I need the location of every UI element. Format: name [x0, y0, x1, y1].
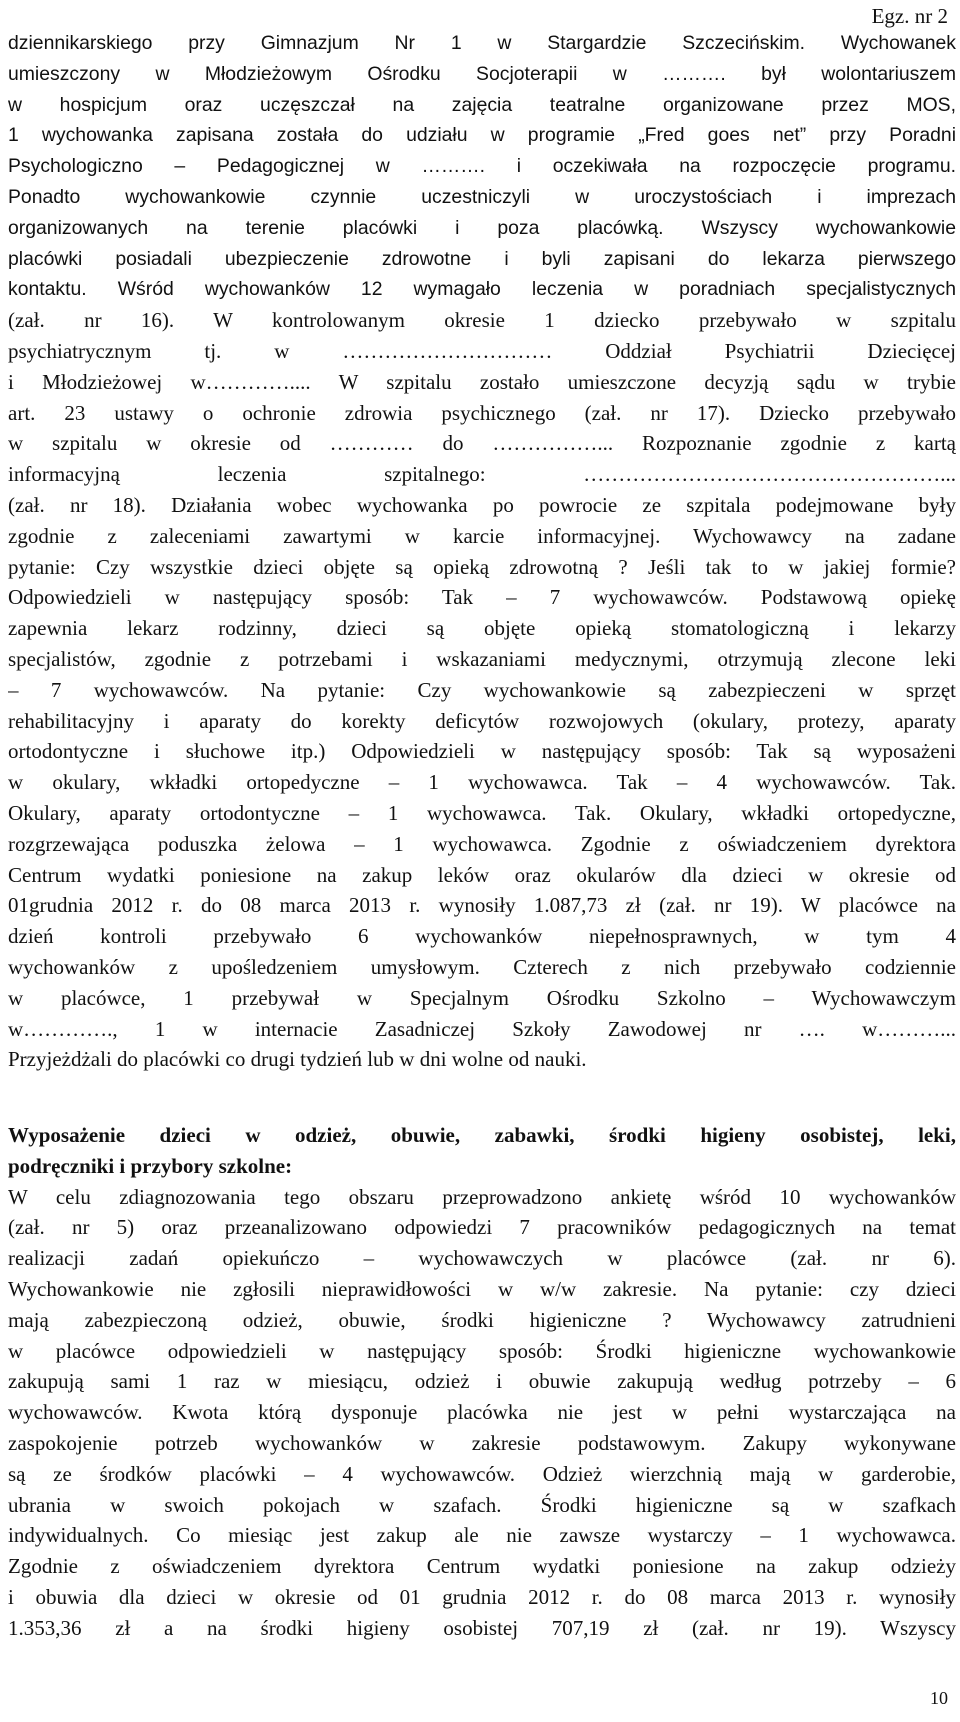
text-line: W celu zdiagnozowania tego obszaru przeprowadzono ankietę wśród 10 wychowanków: [8, 1184, 956, 1209]
text-line: są ze środków placówki – 4 wychowawców. Odzież wierzchnią mają w garderobie,: [8, 1461, 956, 1486]
text-line: 1.353,36 zł a na środki higieny osobistej 707,19 zł (zał. nr 19). Wszyscy: [8, 1615, 956, 1640]
text-line: informacyjną leczenia szpitalnego: ……………………………………………...: [8, 462, 956, 487]
paragraph-clothing-hygiene: [8, 1182, 956, 1644]
text-line: w…………., 1 w internacie Zasadniczej Szkoły Zawodowej nr …. w………...: [8, 1016, 956, 1041]
text-line: ortodontyczne i słuchowe itp.) Odpowiedzieli w następujący sposób: Tak są wyposażeni: [8, 739, 956, 764]
text-line: (zał. nr 18). Działania wobec wychowanka po powrocie ze szpitala podejmowane były: [8, 492, 956, 517]
text-line: placówki posiadali ubezpieczenie zdrowotne i byli zapisani do lekarza pierwszego: [8, 247, 956, 270]
text-line: zapewnia lekarz rodzinny, dzieci są objęte opieką stomatologiczną i lekarzy: [8, 616, 956, 641]
text-line: dziennikarskiego przy Gimnazjum Nr 1 w Stargardzie Szczecińskim. Wychowanek: [8, 32, 956, 54]
text-line: zakupują sami 1 raz w miesiącu, odzież i obuwie zakupują według potrzeby – 6: [8, 1369, 956, 1394]
text-line: w hospicjum oraz uczęszczał na zajęcia teatralne organizowane przez MOS,: [8, 93, 956, 116]
text-line: (zał. nr 5) oraz przeanalizowano odpowiedzi 7 pracowników pedagogicznych na temat: [8, 1215, 956, 1240]
text-line: Okulary, aparaty ortodontyczne – 1 wychowawca. Tak. Okulary, wkładki ortopedyczne,: [8, 800, 956, 825]
text-line: kontaktu. Wśród wychowanków 12 wymagało leczenia w poradniach specjalistycznych: [8, 278, 956, 301]
text-line: rozgrzewająca poduszka żelowa – 1 wychowawca. Zgodnie z oświadczeniem dyrektora: [8, 831, 956, 856]
text-line: Zgodnie z oświadczeniem dyrektora Centrum wydatki poniesione na zakup odzieży: [8, 1554, 956, 1579]
text-line: mają zabezpieczoną odzież, obuwie, środki higieniczne ? Wychowawcy zatrudnieni: [8, 1307, 956, 1332]
text-line: realizacji zadań opiekuńczo – wychowawczych w placówce (zał. nr 6).: [8, 1246, 956, 1271]
text-line: w okulary, wkładki ortopedyczne – 1 wychowawca. Tak – 4 wychowawców. Tak.: [8, 770, 956, 795]
text-line: Ponadto wychowankowie czynnie uczestniczyli w uroczystościach i imprezach: [8, 185, 956, 208]
section-heading: [8, 1120, 956, 1182]
text-line: w placówce, 1 przebywał w Specjalnym Ośrodku Szkolno – Wychowawczym: [8, 985, 956, 1010]
text-line: Centrum wydatki poniesione na zakup leków oraz okularów dla dzieci w okresie od: [8, 862, 956, 887]
text-line: ubrania w swoich pokojach w szafach. Środki higieniczne są w szafkach: [8, 1492, 956, 1517]
text-line: wychowawców. Kwota którą dysponuje placówka nie jest w pełni wystarczająca na: [8, 1400, 956, 1425]
text-line: rehabilitacyjny i aparaty do korekty deficytów rozwojowych (okulary, protezy, aparaty: [8, 708, 956, 733]
paragraph-healthcare: [8, 28, 956, 1075]
text-line: organizowanych na terenie placówki i poza placówką. Wszyscy wychowankowie: [8, 216, 956, 239]
text-line: zaspokojenie potrzeb wychowanków w zakresie podstawowym. Zakupy wykonywane: [8, 1431, 956, 1456]
document-body: [8, 28, 956, 1644]
text-line: specjalistów, zgodnie z potrzebami i wskazaniami medycznymi, otrzymują zlecone leki: [8, 646, 956, 671]
paragraph-gap: [8, 1075, 956, 1120]
text-line: Psychologiczno – Pedagogicznej w ………. i oczekiwała na rozpoczęcie programu.: [8, 155, 956, 178]
text-line: art. 23 ustawy o ochronie zdrowia psychicznego (zał. nr 17). Dziecko przebywało: [8, 400, 956, 425]
page-number: 10: [930, 1688, 948, 1708]
text-line: – 7 wychowawców. Na pytanie: Czy wychowankowie są zabezpieczeni w sprzęt: [8, 677, 956, 702]
copy-number-label: Egz. nr 2: [871, 4, 948, 28]
text-line: (zał. nr 16). W kontrolowanym okresie 1 dziecko przebywało w szpitalu: [8, 308, 956, 333]
text-line: 1 wychowanka zapisana została do udziału w programie „Fred goes net” przy Poradni: [8, 124, 956, 147]
text-line: podręczniki i przybory szkolne:: [8, 1153, 293, 1178]
text-line: pytanie: Czy wszystkie dzieci objęte są opieką zdrowotną ? Jeśli tak to w jakiej formie?: [8, 554, 956, 579]
text-line: Odpowiedzieli w następujący sposób: Tak – 7 wychowawców. Podstawową opiekę: [8, 585, 956, 610]
text-line: psychiatrycznym tj. w ………………………… Oddział Psychiatrii Dziecięcej: [8, 338, 956, 363]
text-line: 01grudnia 2012 r. do 08 marca 2013 r. wynosiły 1.087,73 zł (zał. nr 19). W placówce na: [8, 893, 956, 918]
text-line: zgodnie z zaleceniami zawartymi w karcie informacyjnej. Wychowawcy na zadane: [8, 523, 956, 548]
text-line: umieszczony w Młodzieżowym Ośrodku Socjoterapii w ………. był wolontariuszem: [8, 62, 956, 85]
text-line: w szpitalu w okresie od ………… do ……………... Rozpoznanie zgodnie z kartą: [8, 431, 956, 456]
text-line: Wychowankowie nie zgłosili nieprawidłowości w w/w zakresie. Na pytanie: czy dzieci: [8, 1277, 956, 1302]
text-line: i Młodzieżowej w………….... W szpitalu zostało umieszczone decyzją sądu w trybie: [8, 369, 956, 394]
text-line: w placówce odpowiedzieli w następujący sposób: Środki higieniczne wychowankowie: [8, 1338, 956, 1363]
text-line: wychowanków z upośledzeniem umysłowym. Czterech z nich przebywało codziennie: [8, 954, 956, 979]
text-line: indywidualnych. Co miesiąc jest zakup ale nie zawsze wystarczy – 1 wychowawca.: [8, 1523, 956, 1548]
text-line: Przyjeżdżali do placówki co drugi tydzień lub w dni wolne od nauki.: [8, 1047, 587, 1072]
text-line: i obuwia dla dzieci w okresie od 01 grudnia 2012 r. do 08 marca 2013 r. wynosiły: [8, 1585, 956, 1610]
text-line: Wyposażenie dzieci w odzież, obuwie, zabawki, środki higieny osobistej, leki,: [8, 1123, 956, 1148]
text-line: dzień kontroli przebywało 6 wychowanków niepełnosprawnych, w tym 4: [8, 924, 956, 949]
